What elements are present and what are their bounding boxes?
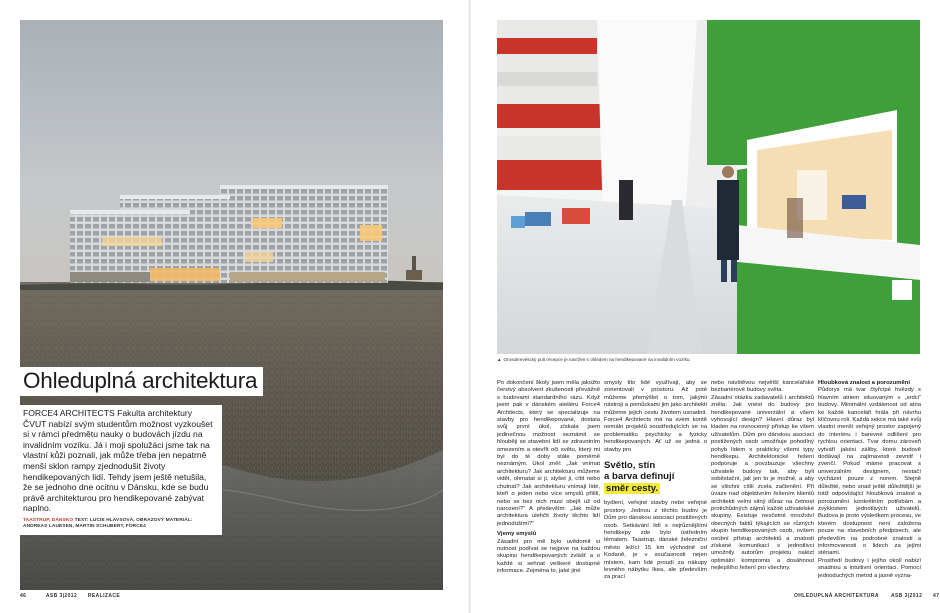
credits-text: TEXT: LUCIE HLAVSOVÁ, OBRAZOVÝ MATERIÁL: ANDREAS LAUESEN, MARTIN SCHUBERT, FORCE4 <box>23 517 193 529</box>
interior-atrium-photo <box>497 20 920 354</box>
folio-section: REALIZACE <box>87 593 121 599</box>
photo-caption <box>497 357 691 362</box>
folio-page-number: 47 <box>933 593 940 599</box>
col4-paragraph-1: Půdorys má tvar čtyřcípé hvězdy s hlavním atriem situovaným v „srdci“ budovy. Minimální vzdálenost od atria ke každé kanceláři hrála při návrhu klíčovou roli. Každá sekce má také svůj vlastní menší veřejný prostor zapojený do interiéru i barevné odlišení pro rychlou orientaci. Tvar domu zároveň vytváří jakési záliby, které budově dodávají na zajímavosti zevnitř i zvenčí. Pokud máme pracovat s univerzálním designem, nestačí vycházet pouze z norem. Stejně důležité, nebo snad ještě důležitější je totiž odpovídající hloubková znalost a porozumění konkrétním potřebám a zvyklostem jednotlivých uživatelů. Budova je proto výsledkem procesu, ve kterém dostupnost není založena pouze na stavebních předpisech, ale především na podrobné znalosti a informovanosti o lidech za jejími stěnami. <box>818 387 921 557</box>
col1-paragraph-1: Po dokončení školy jsem měla jakožto čerstvý absolvent zkušenosti převážně s budovami standardního rázu. Když jsem pak v dánském ateliéru Force4 Architects, který se specializuje na stavby pro hendikepované, dostala svůj první úkol, získala jsem jedinečnou možnost seznámit se hlouběji se stavební lidí se zdravotním omezením a otevřít oči světu, který mi byl do té doby stále poměrně neznámým. Ukol zněl: „Jak vnímat architekturu? Jak architekturu můžeme vidět, ohmatat si ji, slyšet ji, cítit nebo chutnat? Jak architekturu vnímají lidé, kteří o jeden nebo více smyslů přišli, nebo se bez nich musí obejít už od narození?“ A především: „Jak může architektura ulehčit životy těchto lidí jednodušími?“ <box>497 380 600 527</box>
text-column-1 <box>497 380 600 576</box>
pull-quote-line-1: Světlo, stín <box>604 460 656 472</box>
col3-paragraph-1: nebo návštěvou největší kancelářské bezbariérové budovy světa. <box>711 380 814 394</box>
text-column-3 <box>711 380 814 573</box>
lead-box <box>20 405 222 535</box>
folio-magazine: ASB <box>891 593 903 599</box>
folio-issue: 3|2012 <box>59 593 78 599</box>
spine-gutter <box>469 0 471 613</box>
pull-quote-highlight: směr cesty. <box>606 482 659 494</box>
lead-paragraph: FORCE4 ARCHITECTS Fakulta architektury ČVUT nabízí svým studentům možnost vyzkoušet si v rámci předmětu nauky o budovách jízdu na invalidním vozíku. Já i moji spolužáci jsme tak na vlastní kůži poznali, jak může třeba jen nepatrně menší sklon rampy zjednodušit životy hendikepovaných lidí. Tehdy jsem ještě netušila, že se jednoho dne ocitnu v Dánsku, kde se budu právě architekturou pro hendikepované zabývat naplno. <box>23 408 213 514</box>
left-folio <box>20 593 120 599</box>
col1-paragraph-2: Zásadní pro mě bylo uvědomit si nutnost podívat se nejprve na každou skupinu hendikepovaných zvlášť a o každé si sehnat veškeré dostupné informace. Zejména to, jaké jiné <box>497 538 600 575</box>
subheading-hloubkova-znalost: Hloubková znalost a porozumění <box>818 380 910 386</box>
folio-page-number: 46 <box>20 593 27 599</box>
pull-quote-line-2: a barva definují <box>604 471 675 483</box>
folio-issue: 3|2012 <box>904 593 923 599</box>
folio-magazine: ASB <box>45 593 58 599</box>
caption-marker-icon: ▲ <box>497 357 502 362</box>
col2-paragraph-1: smysly tito lidé využívají, aby se zorientovali v prostoru. Až poté můžeme přemýšlet o tom, jakými nástroji a pomůckami jim jako architekti můžeme jejich cestu životem usnadnit. Force4 Architects má na svém kontě nemálo projektů soustředujících se na problematiku psychicky a fyzicky hendikepovaných. Ať už se jedná o stavby pro <box>604 380 707 453</box>
pull-quote <box>604 460 707 494</box>
credits <box>23 518 217 530</box>
subheading-vjemy-smyslu: Vjemy smyslů <box>497 531 537 538</box>
text-column-4 <box>818 380 921 580</box>
right-folio <box>794 593 939 599</box>
col3-paragraph-2: Zásadní otázka zadavatelů i architektů zněla: Jak vnést do budovy pro hendikepované univerzální a všem vyhovující design? Hlavní důraz byl kladen na rovnocenný přístup ke všem uživatelům. Dům pro dánskou asociaci postižených osob umožňuje pohodlný pohyb lidem s prakticky všemi typy hendikepu. Architektonické řešení podporuje a povzbuzuje všechny uživatele budovy tak, aby byli soběstační, jak jen to je možné, a aby se všichni cítili zcela začlenění. Při úvaze nad objektivním řešením klientů architekti velmi silný důraz na četnost protichůdných zájmů každé uživatelské skupiny. Existuje nesčetné množství obecných faktů týkajících se různých skupin hendikepovaných osob, ovšem osobní přístup architektů a znalosti získané komunikací s jednotlivci umožnily autorům projektu nalézt optimální kompromis a dosáhnout nejlepšího řešení pro všechny. <box>711 394 814 572</box>
credits-location: TAASTRUP, DÁNSKO <box>23 517 74 523</box>
col4-paragraph-2: Prostředí budovy i jejího okolí nabízí snadnou a intuitivní orientaci. Pomocí jednoduchých metod a jasně vyzna- <box>818 557 921 579</box>
caption-text: Orosukrevéscký pult recepce je navržen s ohledem na hendikepované na invalidním vozíku. <box>503 357 691 362</box>
col2-paragraph-2: bydlení, veřejné stavby nebo veřejné prostory. Jednou z těchto budov je Dům pro dánskou asociaci postižených osob. Setkávání lidí s nejrůznějšími hendikepy zde bylo ústředním tématem. Taastrup, dánské železniční město ležící 15 km východně od Kodaně, je v současnosti nejen místem, kam lidé proudí za nákupy levného nábytku Ikea, ale především za prací <box>604 500 707 581</box>
folio-section: OHLEDUPLNÁ ARCHITEKTURA <box>794 593 879 599</box>
article-title: Ohleduplná architektura <box>23 368 258 393</box>
text-column-2 <box>604 380 707 582</box>
article-title-box <box>20 367 263 396</box>
